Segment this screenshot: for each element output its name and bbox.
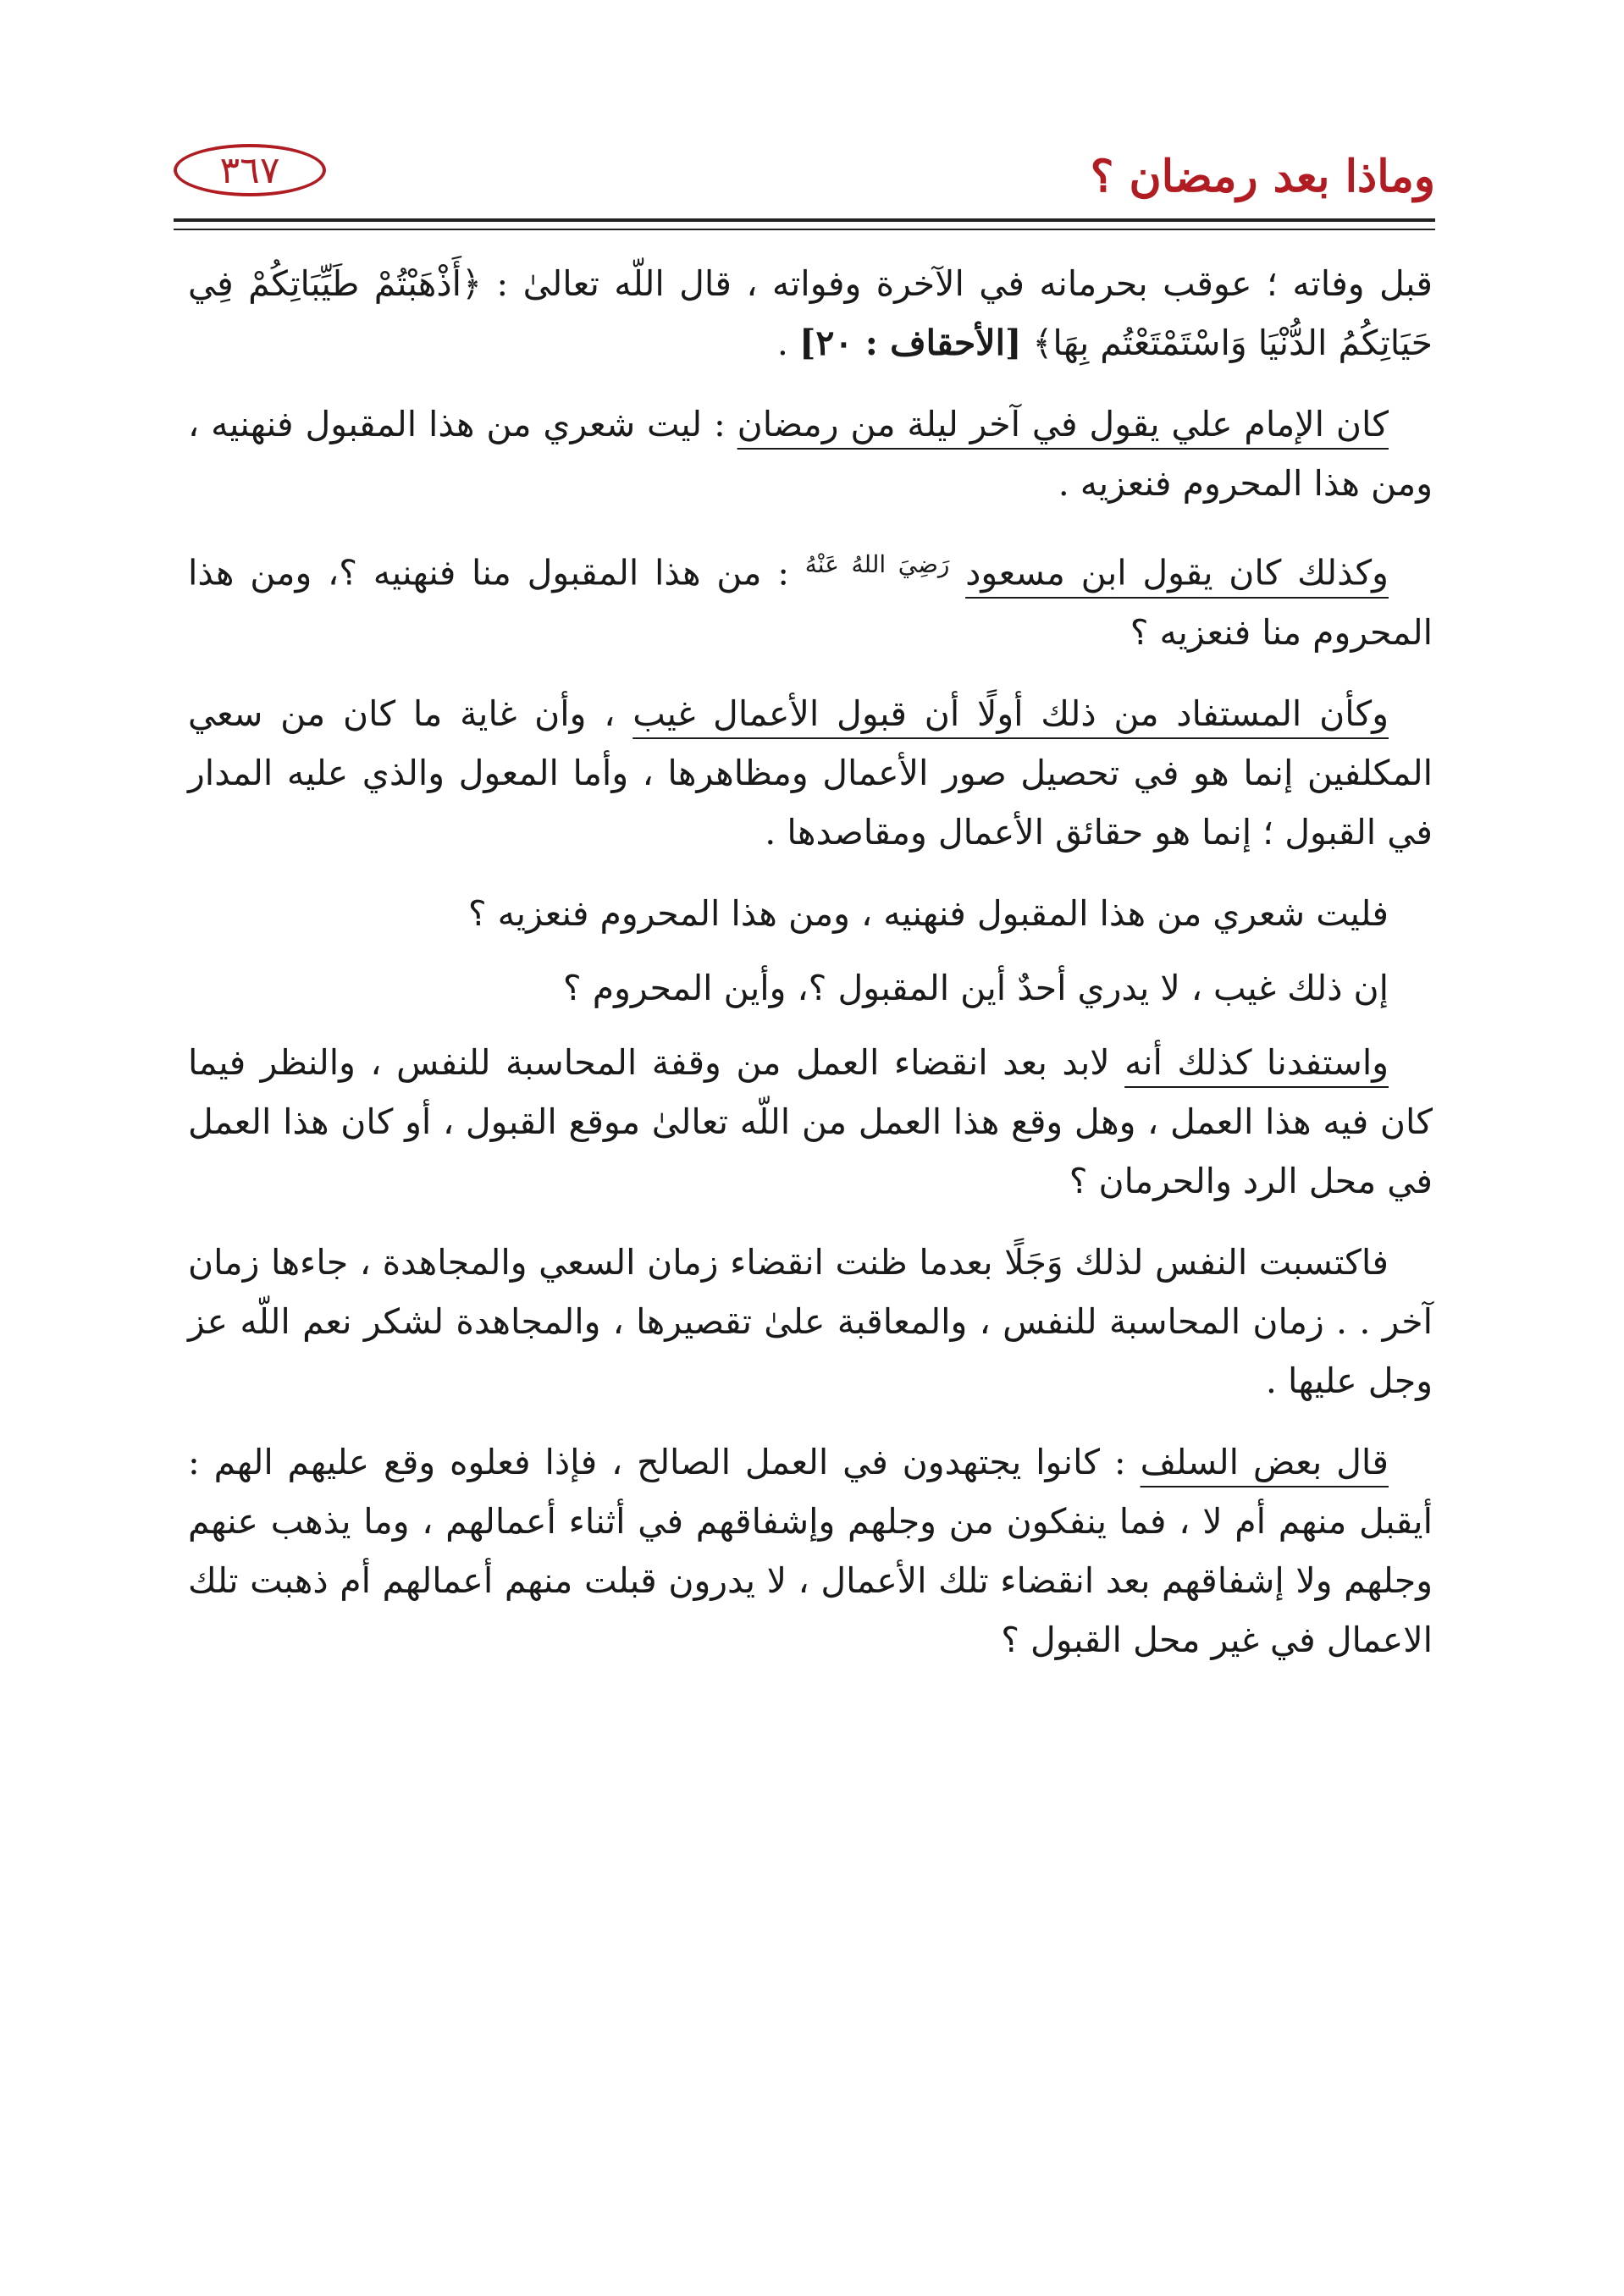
underlined-phrase: قال بعض السلف (1140, 1441, 1389, 1482)
paragraph-text: إن ذلك غيب ، لا يدري أحدٌ أين المقبول ؟، وأين المحروم ؟ (562, 967, 1389, 1008)
underlined-phrase: كان الإمام علي يقول في آخر ليلة من رمضان (737, 404, 1389, 444)
paragraph-text: لابد بعد انقضاء العمل من وقفة المحاسبة للنفس ، والنظر فيما كان فيه هذا العمل ، وهل وقع هذا العمل من اللّه تعالىٰ موقع القبول ، أو كان هذا العمل في محل الرد والحرمان ؟ (188, 1041, 1433, 1201)
running-title: وماذا بعد رمضان ؟ (1090, 151, 1435, 202)
page-header (174, 127, 1435, 220)
paragraph-text: فليت شعري من هذا المقبول فنهنيه ، ومن هذا المحروم فنعزيه ؟ (467, 892, 1389, 934)
paragraph-text: : ليت شعري من هذا المقبول فنهنيه ، ومن هذا المحروم فنعزيه . (188, 404, 1433, 504)
paragraph-2 (188, 395, 1433, 513)
paragraph-3 (188, 535, 1433, 662)
paragraph-text: . (776, 323, 799, 363)
page-body (188, 254, 1433, 1692)
paragraph-text: قبل وفاته ؛ عوقب بحرمانه في الآخرة وفواته ، قال اللّه تعالىٰ : (482, 263, 1433, 304)
paragraph-text: : كانوا يجتهدون في العمل الصالح ، فإذا فعلوه وقع عليهم الهم : أيقبل منهم أم لا ، فما ينفكون من وجلهم وإشفاقهم في أثناء أعمالهم ، وما يذهب عنهم وجلهم ولا إشفاقهم بعد انقضاء تلك الأعمال ، لا يدرون قبلت منهم أعمالهم أم ذهبت تلك الاعمال في غير محل القبول ؟ (188, 1441, 1433, 1660)
paragraph-4 (188, 684, 1433, 862)
verse-reference: [الأحقاف : ٢٠] (798, 323, 1022, 363)
paragraph-5 (188, 884, 1433, 943)
honorific-glyph: رَضِيَ اللهُ عَنْهُ (804, 550, 950, 578)
quran-verse: ﴿أَذْهَبْتُمْ طَيِّبَاتِكُمْ فِي حَيَاتِكُمُ الدُّنْيَا وَاسْتَمْتَعْتُم بِهَا﴾ (188, 263, 1433, 363)
header-rule-thick (174, 218, 1435, 222)
paragraph-text: : من هذا المقبول منا فنهنيه ؟، ومن هذا المحروم منا فنعزيه ؟ (188, 552, 1433, 653)
paragraph-7 (188, 1033, 1433, 1211)
paragraph-6 (188, 958, 1433, 1018)
underlined-phrase: وكأن المستفاد من ذلك أولًا أن قبول الأعمال غيب (632, 693, 1389, 734)
underlined-phrase: واستفدنا كذلك أنه (1124, 1041, 1389, 1083)
page-number-badge (174, 144, 326, 196)
paragraph-9 (188, 1432, 1433, 1670)
paragraph-1 (188, 254, 1433, 373)
underlined-phrase: وكذلك كان يقول ابن مسعود (965, 552, 1389, 593)
paragraph-text: فاكتسبت النفس لذلك وَجَلًا بعدما ظنت انقضاء زمان السعي والمجاهدة ، جاءها زمان آخر . . زمان المحاسبة للنفس ، والمعاقبة علىٰ تقصيرها ، والمجاهدة لشكر نعم اللّه عز وجل عليها . (188, 1241, 1433, 1401)
header-rule-thin (174, 229, 1435, 230)
paragraph-8 (188, 1233, 1433, 1410)
page-number: ٣٦٧ (219, 148, 280, 192)
paragraph-text: ، وأن غاية ما كان من سعي المكلفين إنما هو في تحصيل صور الأعمال ومظاهرها ، وأما المعول والذي عليه المدار في القبول ؛ إنما هو حقائق الأعمال ومقاصدها . (188, 693, 1433, 853)
